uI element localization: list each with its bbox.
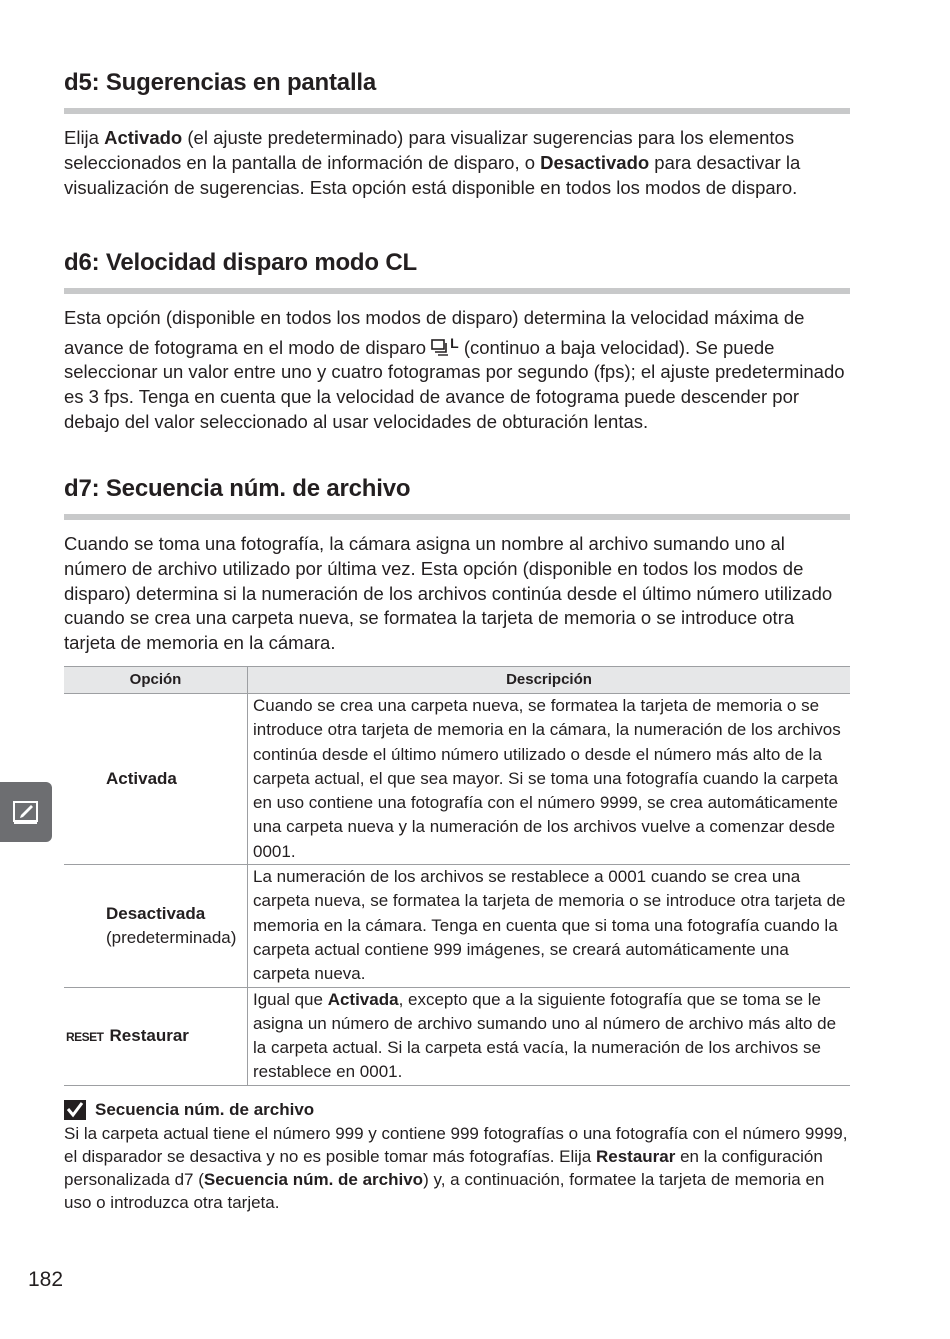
table-row (64, 865, 850, 987)
section-d6 (64, 248, 850, 435)
section-d5 (64, 68, 850, 200)
option-cell: RESET Restaurar (64, 987, 248, 1085)
custom-settings-tab (0, 782, 52, 842)
description-cell: Cuando se crea una carpeta nueva, se formatea la tarjeta de memoria o se introduce otra tarjeta de memoria en la cámara, la numeración de los archivos continúa desde el último número utilizado o desde el número más alto de la carpeta actual, el que sea mayor. Si se toma una fotografía cuando la carpeta en uso contiene una fotografía con el número 9999, se crea automáticamente una carpeta nueva y la numeración de los archivos vuelve a comenzar desde 0001. (248, 694, 851, 865)
option-cell: Desactivada (predeterminada) (64, 865, 248, 987)
section-heading: d7: Secuencia núm. de archivo (64, 474, 850, 520)
table-header-row (64, 667, 850, 694)
note-body: Si la carpeta actual tiene el número 999 y contiene 999 fotografías o una fotografía con el número 9999, el disparador se desactiva y no es posible tomar más fotografías. Elija Restaurar en la configuración personalizada d7 (Secuencia núm. de archivo) y, a continuación, formatee la tarjeta de memoria en uso o introduzca otra tarjeta. (64, 1124, 848, 1212)
column-header-option: Opción (64, 667, 248, 694)
section-paragraph: Elija Activado (el ajuste predeterminado) para visualizar sugerencias para los elementos seleccionados en la pantalla de información de disparo, o Desactivado para desactivar la visualización de sugerencias. Esta opción está disponible en todos los modos de disparo. (64, 127, 801, 198)
description-cell: La numeración de los archivos se restablece a 0001 cuando se crea una carpeta nueva, se formatea la tarjeta de memoria o se introduce otra tarjeta de memoria en la cámara. Tenga en cuenta que si toma una fotografía cuando la carpeta actual contiene 999 imágenes, se creará automáticamente una carpeta nueva. (248, 865, 851, 987)
column-header-description: Descripción (248, 667, 851, 694)
table-row (64, 987, 850, 1085)
options-table (64, 666, 850, 1086)
section-paragraph: Cuando se toma una fotografía, la cámara asigna un nombre al archivo sumando uno al número de archivo utilizado por última vez. Esta opción (disponible en todos los modos de disparo) determina si la numeración de los archivos continúa desde el último número utilizado cuando se crea una carpeta nueva, se formatea la tarjeta de memoria o se introduce otra tarjeta de memoria en la cámara. (64, 533, 833, 654)
continuous-low-speed-icon: L (431, 331, 459, 356)
section-heading: d6: Velocidad disparo modo CL (64, 248, 850, 294)
page-number: 182 (28, 1268, 64, 1291)
section-paragraph: Esta opción (disponible en todos los modos de disparo) determina la velocidad máxima de avance de fotograma en el modo de disparo L (continuo a baja velocidad). Se puede seleccionar un valor entre uno y cuatro fotogramas por segundo (fps); el ajuste predeterminado es 3 fps. Tenga en cuenta que la velocidad de avance de fotograma puede descender por debajo del valor seleccionado al usar velocidades de obturación lentas. (64, 307, 845, 432)
checkmark-icon (64, 1100, 86, 1120)
section-heading: d5: Sugerencias en pantalla (64, 68, 850, 114)
note-box (64, 1098, 850, 1214)
description-cell: Igual que Activada, excepto que a la siguiente fotografía que se toma se le asigna un número de archivo sumando uno al número de archivo más alto de la carpeta actual. Si la carpeta está vacía, la numeración de los archivos se restablece en 0001. (248, 987, 851, 1085)
reset-icon: RESET (66, 1029, 104, 1044)
option-cell: Activada (64, 694, 248, 865)
note-heading: Secuencia núm. de archivo (64, 1098, 850, 1122)
option-subtext: (predeterminada) (106, 927, 237, 947)
table-row (64, 694, 850, 865)
pencil-menu-icon (12, 798, 40, 826)
section-d7 (64, 474, 850, 656)
